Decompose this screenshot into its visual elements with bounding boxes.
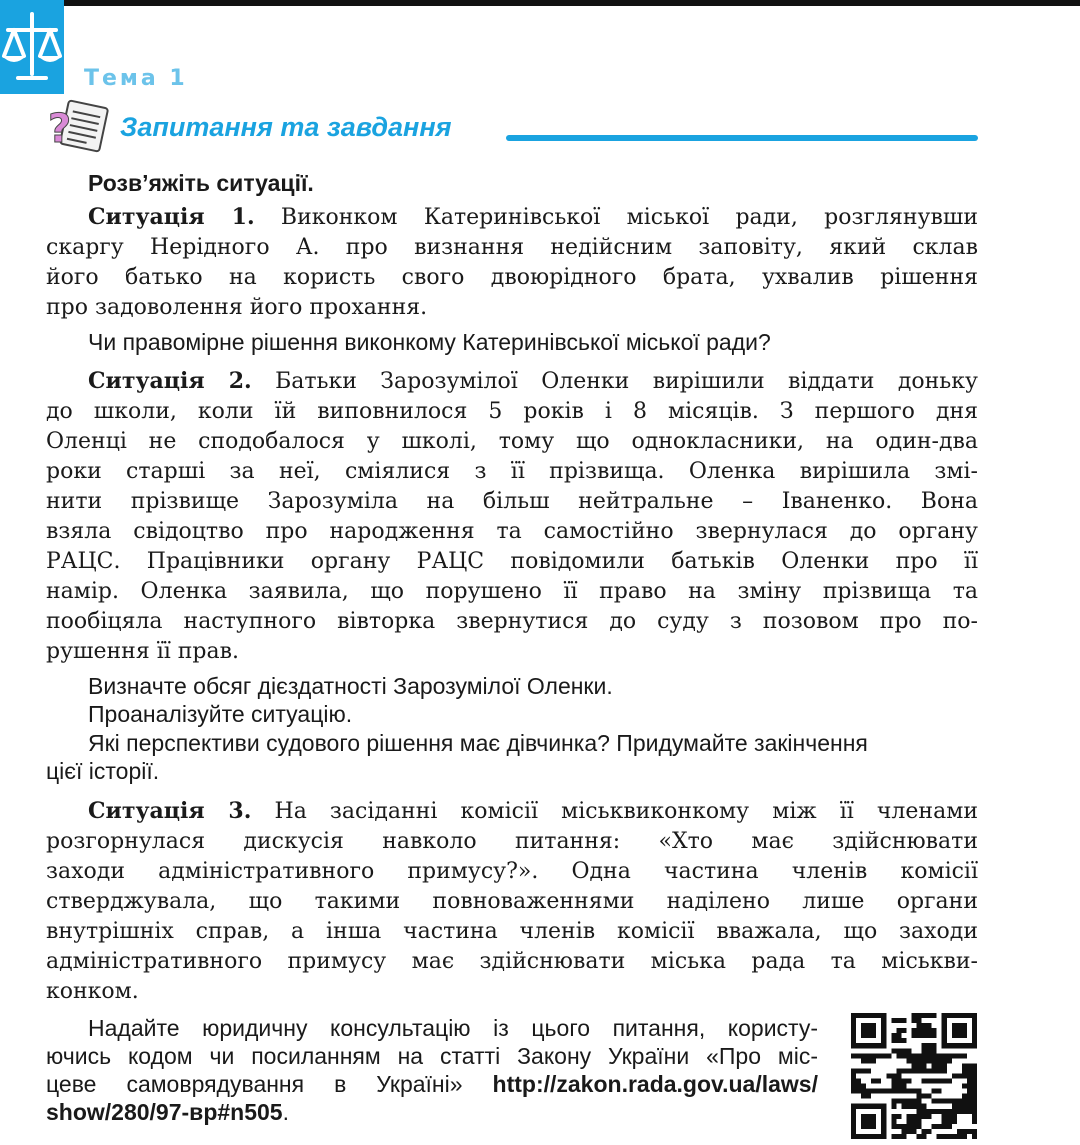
situation-2-line: Оленці не сподобалося у школі, тому що однокласники, на один-два [46, 429, 978, 454]
situation-1-line: його батько на користь свого двоюрідного брата, ухвалив рішення [46, 265, 978, 290]
law-link[interactable]: http://zakon.rada.gov.ua/laws/ [492, 1071, 818, 1097]
situation-2 [46, 366, 978, 667]
question-scroll-icon [46, 98, 110, 154]
situation-1 [46, 202, 978, 323]
law-link-continuation[interactable]: show/280/97-вр#n505 [46, 1099, 283, 1125]
situation-3-line: внутрішніх справ, а інша частина членів комісії вважала, що заходи [46, 919, 978, 944]
situation-3-line: стверджувала, що такими повноваженнями наділено лише органи [46, 889, 978, 914]
situation-2-line: взяла свідоцтво про народження та самостійно звернулася до органу [46, 519, 978, 544]
corner-tab [0, 0, 64, 94]
situation-1-line: скаргу Нерідного А. про визнання недійсним заповіту, який склав [46, 235, 978, 260]
scales-icon [0, 4, 64, 90]
situation-2-line: намір. Оленка заявила, що порушено її право на зміну прізвища та [46, 579, 978, 604]
section-title: Запитання та завдання [120, 112, 452, 142]
situation-2-line: роки старші за неї, сміялися з її прізвища. Оленка вирішила змі- [46, 459, 978, 484]
intro-instruction: Розв’яжіть ситуації. [88, 170, 314, 196]
consultation-line: цеве самоврядування в Україні» [46, 1071, 493, 1097]
situation-3 [46, 796, 978, 1007]
top-border [0, 0, 1080, 6]
situation-2-task: цієї історії. [46, 758, 160, 784]
theme-label: Тема 1 [84, 66, 188, 91]
situation-2-task: Які перспективи судового рішення має дівчинка? Придумайте закінчення [88, 730, 868, 756]
situation-3-line: На засіданні комісії міськвиконкому між її членами [251, 799, 978, 824]
situation-2-label: Ситуація 2. [88, 368, 252, 394]
situation-2-line: нити прізвище Зарозуміла на більш нейтральне – Іваненко. Вона [46, 489, 978, 514]
situation-3-label: Ситуація 3. [88, 798, 252, 824]
situation-2-line: Батьки Зарозумілої Оленки вирішили віддати доньку [251, 369, 978, 394]
situation-3-line: конком. [46, 979, 139, 1004]
consultation-line: ючись кодом чи посиланням на статті Закону України «Про міс- [46, 1043, 818, 1069]
situation-2-line: до школи, коли їй виповнилося 5 років і 8 місяців. З першого дня [46, 399, 978, 424]
situation-3-line: заходи адміністративного примусу?». Одна частина членів комісії [46, 859, 978, 884]
situation-2-task: Визначте обсяг дієздатності Зарозумілої Оленки. [88, 673, 613, 699]
situation-2-line: РАЦС. Працівники органу РАЦС повідомили батьків Оленки про її [46, 549, 978, 574]
situation-1-label: Ситуація 1. [88, 204, 255, 230]
situation-3-line: розгорнулася дискусія навколо питання: «Хто має здійснювати [46, 829, 978, 854]
situation-1-line: про задоволення його прохання. [46, 295, 428, 320]
consultation-line: Надайте юридичну консультацію із цього питання, користу- [88, 1015, 818, 1041]
consultation-task [46, 1014, 818, 1126]
svg-text:?: ? [48, 106, 72, 152]
situation-2-line: рушення її прав. [46, 639, 240, 664]
situation-2-task: Проаналізуйте ситуацію. [88, 701, 353, 727]
situation-1-question: Чи правомірне рішення виконкому Катеринівської міської ради? [88, 329, 771, 355]
section-title-rule [506, 135, 978, 141]
situation-3-line: адміністративного примусу має здійснювати міська рада та міськви- [46, 949, 978, 974]
situation-1-line: Виконком Катеринівської міської ради, розглянувши [254, 205, 978, 230]
qr-code[interactable] [851, 1013, 977, 1139]
period: . [282, 1099, 289, 1125]
situation-2-line: пообіцяла наступного вівторка звернутися до суду з позовом про по- [46, 609, 978, 634]
